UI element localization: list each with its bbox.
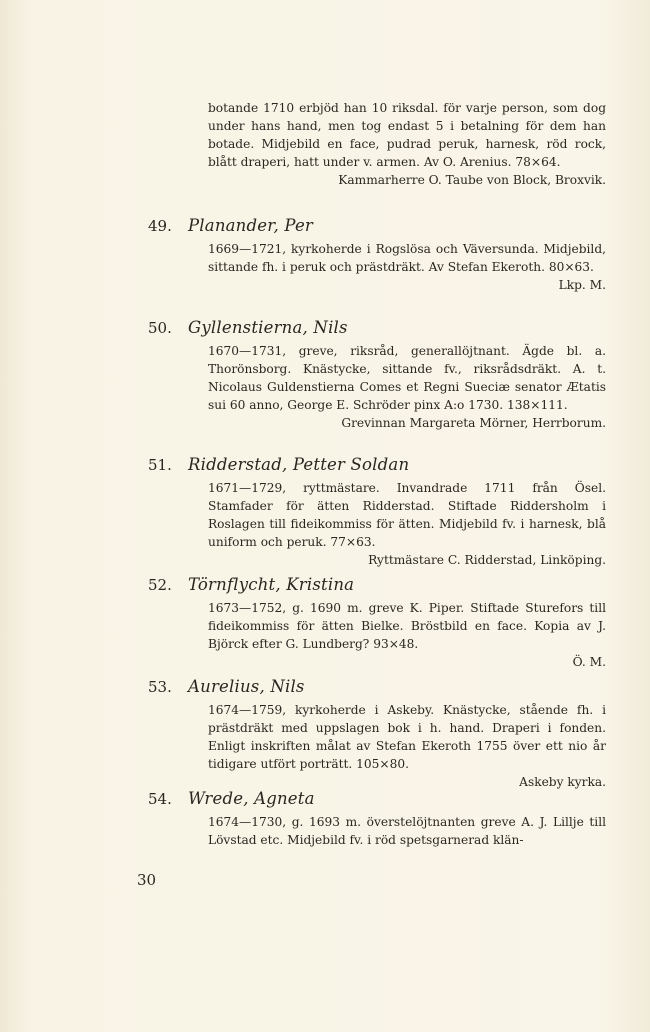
continuation-owner: Kammarherre O. Taube von Block, Broxvik. xyxy=(338,173,606,187)
catalog-entry-53 xyxy=(148,675,606,791)
entry-name: Gyllenstierna, Nils xyxy=(188,318,348,337)
entry-owner: Askeby kyrka. xyxy=(519,775,606,789)
entry-number: 52. xyxy=(148,576,172,594)
entry-owner: Ö. M. xyxy=(572,655,606,669)
entry-number: 54. xyxy=(148,790,172,808)
catalog-entry-50 xyxy=(148,316,606,432)
entry-owner: Grevinnan Margareta Mörner, Herrborum. xyxy=(341,416,606,430)
entry-text: 1673—1752, g. 1690 m. greve K. Piper. Stiftade Sturefors till fideikommiss för ätten Bielke. Bröstbild en face. Kopia av J. Björck efter G. Lundberg? 93×48. xyxy=(208,601,606,651)
catalog-entry-51 xyxy=(148,453,606,569)
entry-number: 51. xyxy=(148,456,172,474)
catalog-entry-49 xyxy=(148,214,606,294)
page-number: 30 xyxy=(137,871,157,889)
entry-name: Wrede, Agneta xyxy=(188,789,315,808)
entry-text: 1671—1729, ryttmästare. Invandrade 1711 från Ösel. Stamfader för ätten Ridderstad. Stiftade Riddersholm i Roslagen till fideikommiss för ätten. Midjebild fv. i harnesk, blå uniform och peruk. 77×63. xyxy=(208,481,606,549)
catalog-entry-52 xyxy=(148,573,606,671)
entry-owner: Ryttmästare C. Ridderstad, Linköping. xyxy=(368,553,606,567)
entry-text: 1669—1721, kyrkoherde i Rogslösa och Väversunda. Midjebild, sittande fh. i peruk och prästdräkt. Av Stefan Ekeroth. 80×63. xyxy=(208,242,606,274)
catalog-entry-54 xyxy=(148,787,606,849)
continuation-body: botande 1710 erbjöd han 10 riksdal. för varje person, som dog under hans hand, men tog endast 5 i betalning för dem han botade. Midjebild en face, pudrad peruk, harnesk, röd rock, blått draperi, hatt under v. armen. Av O. Arenius. 78×64. xyxy=(208,101,606,169)
entry-owner: Lkp. M. xyxy=(558,278,606,292)
continuation-text xyxy=(208,99,606,189)
entry-name: Aurelius, Nils xyxy=(188,677,305,696)
entry-number: 49. xyxy=(148,217,172,235)
entry-number: 50. xyxy=(148,319,172,337)
entry-text: 1674—1759, kyrkoherde i Askeby. Knästycke, stående fh. i prästdräkt med uppslagen bok i h. hand. Draperi i fonden. Enligt inskriften målat av Stefan Ekeroth 1755 över ett nio år tidigare utfört porträtt. 105×80. xyxy=(208,703,606,771)
entry-name: Planander, Per xyxy=(188,216,314,235)
entry-text: 1670—1731, greve, riksråd, generallöjtnant. Ägde bl. a. Thorönsborg. Knästycke, sittande fv., riksrådsdräkt. A. t. Nicolaus Guldenstierna Comes et Regni Sueciæ senator Ætatis sui 60 anno, George E. Schröder pinx A:o 1730. 138×111. xyxy=(208,344,606,412)
entry-name: Ridderstad, Petter Soldan xyxy=(188,455,410,474)
entry-text: 1674—1730, g. 1693 m. överstelöjtnanten greve A. J. Lillje till Lövstad etc. Midjebild fv. i röd spetsgarnerad klän- xyxy=(208,815,606,847)
entry-number: 53. xyxy=(148,678,172,696)
entry-name: Törnflycht, Kristina xyxy=(188,575,355,594)
